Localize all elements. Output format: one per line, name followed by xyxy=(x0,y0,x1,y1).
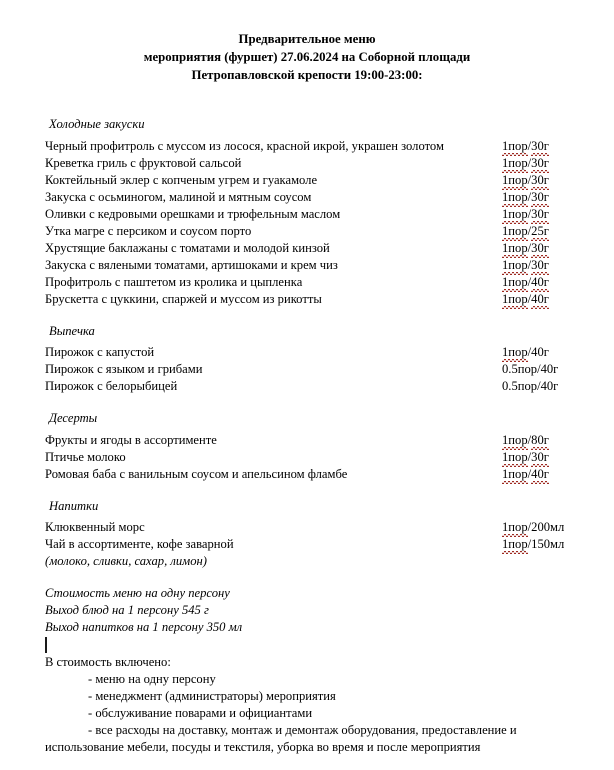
quantity-separator: / xyxy=(527,449,532,464)
quantity-weight: 25г xyxy=(531,223,549,238)
menu-item-quantity xyxy=(502,519,564,536)
menu-item-name: Черный профитроль с муссом из лосося, красной икрой, украшен золотом xyxy=(45,138,444,153)
quantity-separator: / xyxy=(527,291,532,306)
menu-item-name: Брускетта с цуккини, спаржей и муссом из рикотты xyxy=(45,291,322,306)
quantity-weight: 40г xyxy=(540,362,559,377)
menu-row xyxy=(45,138,594,155)
quantity-separator: / xyxy=(527,274,532,289)
menu-item-quantity xyxy=(502,449,549,466)
menu-row xyxy=(45,536,594,553)
menu-item-name: Профитроль с паштетом из кролика и цыпленка xyxy=(45,274,303,289)
quantity-portion: 1пор xyxy=(502,291,528,306)
quantity-portion: 0.5пор xyxy=(502,362,538,377)
menu-item-name: Птичье молоко xyxy=(45,449,126,464)
quantity-separator: / xyxy=(527,155,532,170)
quantity-portion: 1пор xyxy=(502,536,528,551)
quantity-portion: 1пор xyxy=(502,519,528,534)
menu-row xyxy=(45,432,594,449)
quantity-weight: 40г xyxy=(540,379,559,394)
quantity-portion: 1пор xyxy=(502,274,528,289)
quantity-portion: 1пор xyxy=(502,257,528,272)
drinks-footnote: (молоко, сливки, сахар, лимон) xyxy=(45,553,207,568)
quantity-weight: 30г xyxy=(531,189,549,204)
quantity-portion: 1пор xyxy=(502,189,528,204)
quantity-volume: 150мл xyxy=(531,536,565,551)
section-pastry xyxy=(45,323,594,395)
title-line-3: Петропавловской крепости 19:00-23:00: xyxy=(191,68,423,83)
quantity-weight: 30г xyxy=(531,172,549,187)
quantity-weight: 40г xyxy=(531,466,549,481)
section-header-pastry: Выпечка xyxy=(49,323,95,338)
menu-item-name: Пирожок с языком и грибами xyxy=(45,362,203,377)
section-header-cold-appetizers: Холодные закуски xyxy=(49,117,145,132)
section-cold-appetizers xyxy=(45,116,594,307)
quantity-separator: / xyxy=(537,379,541,394)
quantity-volume: 200мл xyxy=(531,519,565,534)
menu-item-quantity xyxy=(502,257,549,274)
text-cursor-line[interactable] xyxy=(45,636,594,654)
quantity-separator: / xyxy=(527,345,532,360)
menu-row xyxy=(45,378,594,395)
menu-row xyxy=(45,155,594,172)
menu-row xyxy=(45,466,594,483)
menu-item-quantity xyxy=(502,536,564,553)
menu-row xyxy=(45,449,594,466)
summary-block xyxy=(45,585,594,636)
menu-item-name: Клюквенный морс xyxy=(45,519,145,534)
quantity-weight: 30г xyxy=(531,155,549,170)
menu-body xyxy=(0,84,614,756)
quantity-weight: 30г xyxy=(531,240,549,255)
menu-item-quantity xyxy=(502,291,549,308)
menu-item-quantity xyxy=(502,361,558,378)
quantity-portion: 0.5пор xyxy=(502,379,538,394)
summary-line-food-yield: Выход блюд на 1 персону 545 г xyxy=(45,602,209,617)
menu-item-name: Закуска с вялеными томатами, артишоками и крем чиз xyxy=(45,257,338,272)
menu-item-name: Чай в ассортименте, кофе заварной xyxy=(45,536,234,551)
menu-row xyxy=(45,206,594,223)
quantity-portion: 1пор xyxy=(502,432,528,447)
section-drinks xyxy=(45,498,594,570)
quantity-separator: / xyxy=(527,240,532,255)
document-title xyxy=(0,0,614,84)
menu-item-quantity xyxy=(502,138,549,155)
quantity-weight: 40г xyxy=(531,274,549,289)
quantity-separator: / xyxy=(527,223,532,238)
quantity-separator: / xyxy=(527,432,532,447)
quantity-separator: / xyxy=(527,536,532,551)
menu-item-name: Хрустящие баклажаны с томатами и молодой кинзой xyxy=(45,240,330,255)
quantity-portion: 1пор xyxy=(502,206,528,221)
menu-item-name: Ромовая баба с ванильным соусом и апельсином фламбе xyxy=(45,466,348,481)
quantity-separator: / xyxy=(527,172,532,187)
spacer xyxy=(45,570,594,585)
menu-item-quantity xyxy=(502,240,549,257)
menu-item-quantity xyxy=(502,172,549,189)
menu-item-name: Фрукты и ягоды в ассортименте xyxy=(45,432,217,447)
quantity-portion: 1пор xyxy=(502,155,528,170)
quantity-separator: / xyxy=(527,138,532,153)
menu-row xyxy=(45,189,594,206)
quantity-portion: 1пор xyxy=(502,240,528,255)
quantity-weight: 30г xyxy=(531,206,549,221)
menu-item-name: Утка магре с персиком и соусом порто xyxy=(45,223,252,238)
quantity-weight: 80г xyxy=(531,432,549,447)
title-line-1: Предварительное меню xyxy=(238,32,376,46)
menu-row xyxy=(45,172,594,189)
menu-item-quantity xyxy=(502,274,549,291)
quantity-portion: 1пор xyxy=(502,138,528,153)
included-block xyxy=(45,654,594,756)
menu-row xyxy=(45,519,594,536)
quantity-separator: / xyxy=(527,519,532,534)
quantity-weight: 40г xyxy=(531,345,549,360)
quantity-separator: / xyxy=(537,362,541,377)
included-item: - обслуживание поварами и официантами xyxy=(88,705,313,720)
included-heading: В стоимость включено: xyxy=(45,654,171,669)
menu-item-quantity xyxy=(502,432,549,449)
quantity-weight: 40г xyxy=(531,291,549,306)
menu-row xyxy=(45,240,594,257)
menu-item-name: Оливки с кедровыми орешками и трюфельным маслом xyxy=(45,206,341,221)
menu-item-name: Креветка гриль с фруктовой сальсой xyxy=(45,155,242,170)
menu-item-quantity xyxy=(502,189,549,206)
quantity-portion: 1пор xyxy=(502,223,528,238)
included-item-continuation: использование мебели, посуды и текстиля, уборка во время и после мероприятия xyxy=(45,739,481,754)
quantity-portion: 1пор xyxy=(502,345,528,360)
menu-item-name: Коктейльный эклер с копченым угрем и гуакамоле xyxy=(45,172,318,187)
quantity-separator: / xyxy=(527,206,532,221)
menu-item-name: Пирожок с белорыбицей xyxy=(45,379,178,394)
text-caret xyxy=(45,637,47,653)
menu-row xyxy=(45,291,594,308)
section-header-desserts: Десерты xyxy=(49,411,98,426)
menu-row xyxy=(45,274,594,291)
quantity-weight: 30г xyxy=(531,449,549,464)
menu-row xyxy=(45,361,594,378)
menu-row xyxy=(45,344,594,361)
menu-row xyxy=(45,257,594,274)
section-desserts xyxy=(45,410,594,482)
quantity-portion: 1пор xyxy=(502,172,528,187)
quantity-portion: 1пор xyxy=(502,466,528,481)
menu-item-quantity xyxy=(502,466,549,483)
menu-item-quantity xyxy=(502,223,549,240)
menu-item-name: Закуска с осьминогом, малиной и мятным соусом xyxy=(45,189,312,204)
title-line-2: мероприятия (фуршет) 27.06.2024 на Соборной площади xyxy=(143,50,471,65)
menu-item-name: Пирожок с капустой xyxy=(45,345,155,360)
menu-item-quantity xyxy=(502,206,549,223)
section-header-drinks: Напитки xyxy=(49,498,99,513)
quantity-weight: 30г xyxy=(531,138,549,153)
menu-row xyxy=(45,223,594,240)
included-item: - меню на одну персону xyxy=(88,671,216,686)
menu-item-quantity xyxy=(502,378,558,395)
summary-line-cost: Стоимость меню на одну персону xyxy=(45,585,230,600)
quantity-separator: / xyxy=(527,189,532,204)
quantity-separator: / xyxy=(527,257,532,272)
included-item: - менеджмент (администраторы) мероприятия xyxy=(88,688,336,703)
quantity-portion: 1пор xyxy=(502,449,528,464)
quantity-separator: / xyxy=(527,466,532,481)
quantity-weight: 30г xyxy=(531,257,549,272)
summary-line-drinks-yield: Выход напитков на 1 персону 350 мл xyxy=(45,619,243,634)
included-item: - все расходы на доставку, монтаж и демонтаж оборудования, предоставление и xyxy=(88,722,517,737)
menu-item-quantity xyxy=(502,344,549,361)
menu-item-quantity xyxy=(502,155,549,172)
